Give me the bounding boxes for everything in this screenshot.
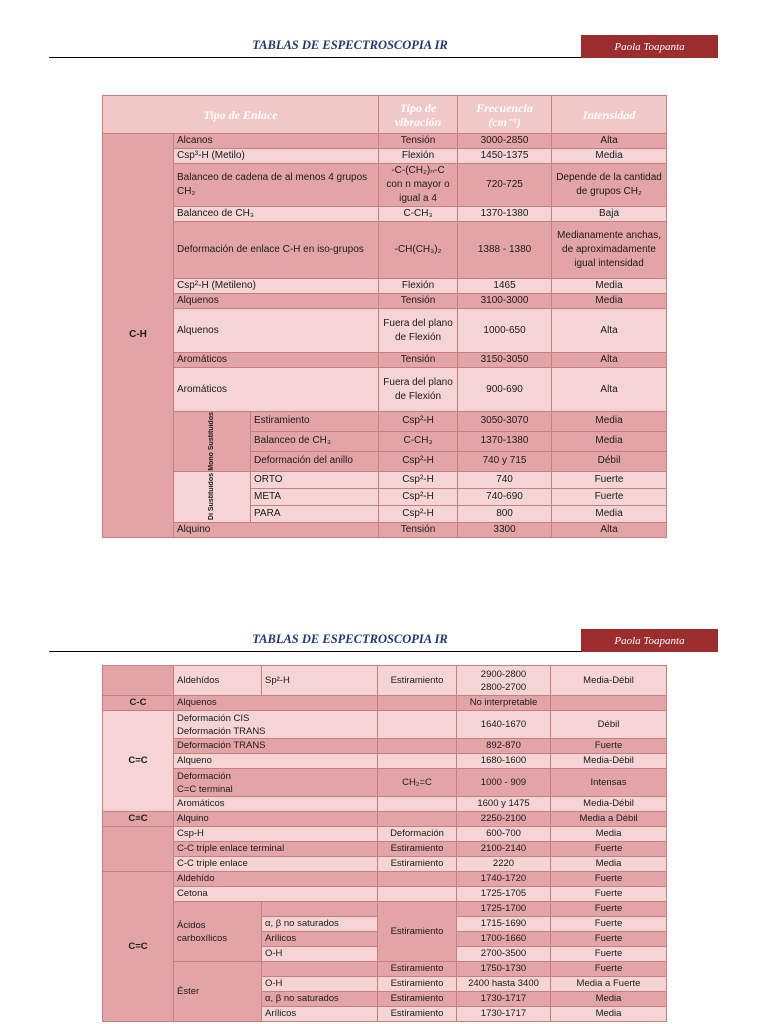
row-intensity: Medianamente anchas, de aproximadamente igual intensidad xyxy=(552,222,667,279)
author-badge: Paola Toapanta xyxy=(581,629,718,652)
group-c-triple: C≡C xyxy=(103,812,174,827)
row-vibration: Fuera del plano de Flexión xyxy=(379,309,458,353)
row-name: Csp-H xyxy=(174,827,378,842)
ir-table-1 xyxy=(102,95,667,538)
row-intensity: Media-Débil xyxy=(551,797,667,812)
row-subtype: α, β no saturados xyxy=(262,992,378,1007)
row-frequency: 1388 - 1380 xyxy=(458,222,552,279)
row-name: Csp²-H (Metileno) xyxy=(174,279,379,294)
row-frequency: 3000-2850 xyxy=(458,134,552,149)
row-intensity: Alta xyxy=(552,309,667,353)
row-frequency: 1680-1600 xyxy=(457,754,551,769)
row-name: Balanceo de CH₃ xyxy=(251,431,379,451)
row-vibration: Csp²-H xyxy=(379,412,458,432)
row-subtype: Sp²-H xyxy=(262,666,378,696)
group-cc: C-C xyxy=(103,696,174,711)
row-frequency: 600-700 xyxy=(457,827,551,842)
row-frequency: 1730-1717 xyxy=(457,992,551,1007)
col-header-vibration: Tipo de vibración xyxy=(379,96,458,134)
row-frequency: 1700-1660 xyxy=(457,932,551,947)
row-intensity: Fuerte xyxy=(551,842,667,857)
row-frequency: 2220 xyxy=(457,857,551,872)
ir-table-2 xyxy=(102,665,667,1022)
row-frequency: 1730-1717 xyxy=(457,1007,551,1022)
row-vibration: Estiramiento xyxy=(378,666,457,696)
row-intensity: Intensas xyxy=(551,769,667,797)
row-vibration: Fuera del plano de Flexión xyxy=(379,368,458,412)
row-name: ORTO xyxy=(251,471,379,488)
row-frequency: No interpretable xyxy=(457,696,551,711)
row-intensity: Débil xyxy=(552,451,667,471)
row-intensity: Fuerte xyxy=(552,488,667,505)
row-intensity: Alta xyxy=(552,134,667,149)
row-name: Alquino xyxy=(174,522,379,537)
row-intensity: Media xyxy=(551,857,667,872)
row-frequency: 740 xyxy=(458,471,552,488)
row-name: Alquenos xyxy=(174,294,379,309)
row-name: Aldehídos xyxy=(174,666,262,696)
row-subtype: Arílicos xyxy=(262,1007,378,1022)
row-name: Alcanos xyxy=(174,134,379,149)
header-rule xyxy=(49,651,581,652)
row-vibration: Estiramiento xyxy=(378,962,457,977)
row-intensity: Fuerte xyxy=(551,739,667,754)
row-vibration: Estiramiento xyxy=(378,977,457,992)
row-vibration: C-CH₃ xyxy=(379,207,458,222)
row-frequency: 2700-3500 xyxy=(457,947,551,962)
row-name: Deformación del anillo xyxy=(251,451,379,471)
row-name: Alqueno xyxy=(174,754,378,769)
acids-label: Ácidos carboxílicos xyxy=(174,902,262,962)
row-vibration: Estiramiento xyxy=(378,1007,457,1022)
row-name: Balanceo de cadena de al menos 4 grupos CH₂ xyxy=(174,164,379,207)
row-frequency: 740-690 xyxy=(458,488,552,505)
row-vibration: -C-(CH₂)ₙ-C con n mayor o igual a 4 xyxy=(379,164,458,207)
row-intensity: Media a Fuerte xyxy=(551,977,667,992)
row-intensity: Fuerte xyxy=(551,887,667,902)
row-intensity: Media xyxy=(552,149,667,164)
row-intensity: Baja xyxy=(552,207,667,222)
row-intensity: Alta xyxy=(552,368,667,412)
row-frequency: 800 xyxy=(458,505,552,522)
row-frequency: 2400 hasta 3400 xyxy=(457,977,551,992)
author-badge: Paola Toapanta xyxy=(581,35,718,58)
row-frequency: 3100-3000 xyxy=(458,294,552,309)
row-vibration: Estiramiento xyxy=(378,992,457,1007)
row-intensity: Alta xyxy=(552,353,667,368)
row-vibration xyxy=(378,711,457,739)
row-frequency: 740 y 715 xyxy=(458,451,552,471)
col-header-frequency: Frecuencia (cm⁻¹) xyxy=(458,96,552,134)
col-header-bond: Tipo de Enlace xyxy=(103,96,379,134)
group-ch: C-H xyxy=(103,134,174,538)
row-frequency: 1600 y 1475 xyxy=(457,797,551,812)
row-intensity: Media-Débil xyxy=(551,666,667,696)
row-frequency: 1640-1670 xyxy=(457,711,551,739)
row-vibration xyxy=(378,754,457,769)
row-name: Alquenos xyxy=(174,309,379,353)
page-header-title: TABLAS DE ESPECTROSCOPIA IR xyxy=(252,632,448,646)
row-intensity: Fuerte xyxy=(551,902,667,917)
row-vibration: Csp²-H xyxy=(379,488,458,505)
row-frequency: 1715-1690 xyxy=(457,917,551,932)
row-vibration: Estiramiento xyxy=(378,857,457,872)
row-intensity: Fuerte xyxy=(551,947,667,962)
row-frequency: 1450-1375 xyxy=(458,149,552,164)
row-vibration: Tensión xyxy=(379,522,458,537)
row-frequency: 1370-1380 xyxy=(458,431,552,451)
row-name: Aldehído xyxy=(174,872,378,887)
row-intensity: Media-Débil xyxy=(551,754,667,769)
row-frequency: 2250-2100 xyxy=(457,812,551,827)
row-vibration: Flexión xyxy=(379,279,458,294)
row-intensity: Media xyxy=(552,431,667,451)
row-subtype: Arílicos xyxy=(262,932,378,947)
row-intensity: Fuerte xyxy=(551,917,667,932)
row-name: META xyxy=(251,488,379,505)
row-intensity: Fuerte xyxy=(551,962,667,977)
row-intensity: Media a Débil xyxy=(551,812,667,827)
row-name: C-C triple enlace xyxy=(174,857,378,872)
row-name: Alquino xyxy=(174,812,378,827)
row-frequency: 2100-2140 xyxy=(457,842,551,857)
row-intensity: Alta xyxy=(552,522,667,537)
row-name: Balanceo de CH₃ xyxy=(174,207,379,222)
row-intensity: Media xyxy=(552,505,667,522)
row-name: Estiramiento xyxy=(251,412,379,432)
row-name: Deformación de enlace C-H en iso-grupos xyxy=(174,222,379,279)
row-name: Deformación TRANS xyxy=(174,739,378,754)
row-intensity: Media xyxy=(551,992,667,1007)
row-intensity: Fuerte xyxy=(551,872,667,887)
row-intensity: Media xyxy=(552,294,667,309)
row-frequency: 1370-1380 xyxy=(458,207,552,222)
row-frequency: 3150-3050 xyxy=(458,353,552,368)
row-vibration: Tensión xyxy=(379,134,458,149)
row-name: Aromáticos xyxy=(174,368,379,412)
row-name: C-C triple enlace terminal xyxy=(174,842,378,857)
row-intensity: Débil xyxy=(551,711,667,739)
ester-label: Éster xyxy=(174,962,262,1022)
row-frequency: 892-870 xyxy=(457,739,551,754)
row-frequency: 900-690 xyxy=(458,368,552,412)
row-name: PARA xyxy=(251,505,379,522)
header-rule xyxy=(49,57,581,58)
row-frequency: 1750-1730 xyxy=(457,962,551,977)
row-vibration: Deformación xyxy=(378,827,457,842)
row-frequency: 1725-1700 xyxy=(457,902,551,917)
row-name: Deformación C=C terminal xyxy=(174,769,378,797)
row-intensity: Media xyxy=(552,279,667,294)
row-vibration: Csp²-H xyxy=(379,505,458,522)
row-vibration: Tensión xyxy=(379,353,458,368)
row-subtype: O-H xyxy=(262,947,378,962)
row-intensity: Media xyxy=(551,827,667,842)
row-vibration xyxy=(378,797,457,812)
row-vibration: Tensión xyxy=(379,294,458,309)
row-vibration xyxy=(378,739,457,754)
row-vibration: C-CH₃ xyxy=(379,431,458,451)
group-c-double: C=C xyxy=(103,711,174,812)
row-frequency: 2900-2800 2800-2700 xyxy=(457,666,551,696)
di-substituted-label: Di Sustituidos xyxy=(174,471,251,522)
row-vibration: Csp²-H xyxy=(379,451,458,471)
row-intensity: Media xyxy=(551,1007,667,1022)
row-frequency: 1725-1705 xyxy=(457,887,551,902)
row-name: Cetona xyxy=(174,887,378,902)
row-intensity: Depende de la cantidad de grupos CH₂ xyxy=(552,164,667,207)
row-frequency: 3050-3070 xyxy=(458,412,552,432)
row-frequency: 1000 - 909 xyxy=(457,769,551,797)
row-vibration: Flexión xyxy=(379,149,458,164)
mono-substituted-label: Mono Sustituidos xyxy=(174,412,251,472)
row-name: Alquenos xyxy=(174,696,378,711)
row-vibration: Estiramiento xyxy=(378,842,457,857)
row-name: Aromáticos xyxy=(174,797,378,812)
row-vibration: Csp²-H xyxy=(379,471,458,488)
acids-vibration: Estiramiento xyxy=(378,902,457,962)
row-frequency: 1000-650 xyxy=(458,309,552,353)
row-subtype xyxy=(262,962,378,977)
row-name: Csp³-H (Metilo) xyxy=(174,149,379,164)
row-subtype: α, β no saturados xyxy=(262,917,378,932)
row-intensity: Fuerte xyxy=(551,932,667,947)
row-subtype: O-H xyxy=(262,977,378,992)
group-carbonyl: C=C xyxy=(103,872,174,1022)
row-vibration: CH₂=C xyxy=(378,769,457,797)
row-subtype xyxy=(262,902,378,917)
row-name: Deformación CIS Deformación TRANS xyxy=(174,711,378,739)
row-frequency: 3300 xyxy=(458,522,552,537)
col-header-intensity: Intensidad xyxy=(552,96,667,134)
row-intensity: Fuerte xyxy=(552,471,667,488)
row-intensity: Media xyxy=(552,412,667,432)
row-frequency: 1740-1720 xyxy=(457,872,551,887)
page-header-title: TABLAS DE ESPECTROSCOPIA IR xyxy=(252,38,448,52)
row-name: Aromáticos xyxy=(174,353,379,368)
row-vibration: -CH(CH₃)₂ xyxy=(379,222,458,279)
row-frequency: 720-725 xyxy=(458,164,552,207)
row-frequency: 1465 xyxy=(458,279,552,294)
